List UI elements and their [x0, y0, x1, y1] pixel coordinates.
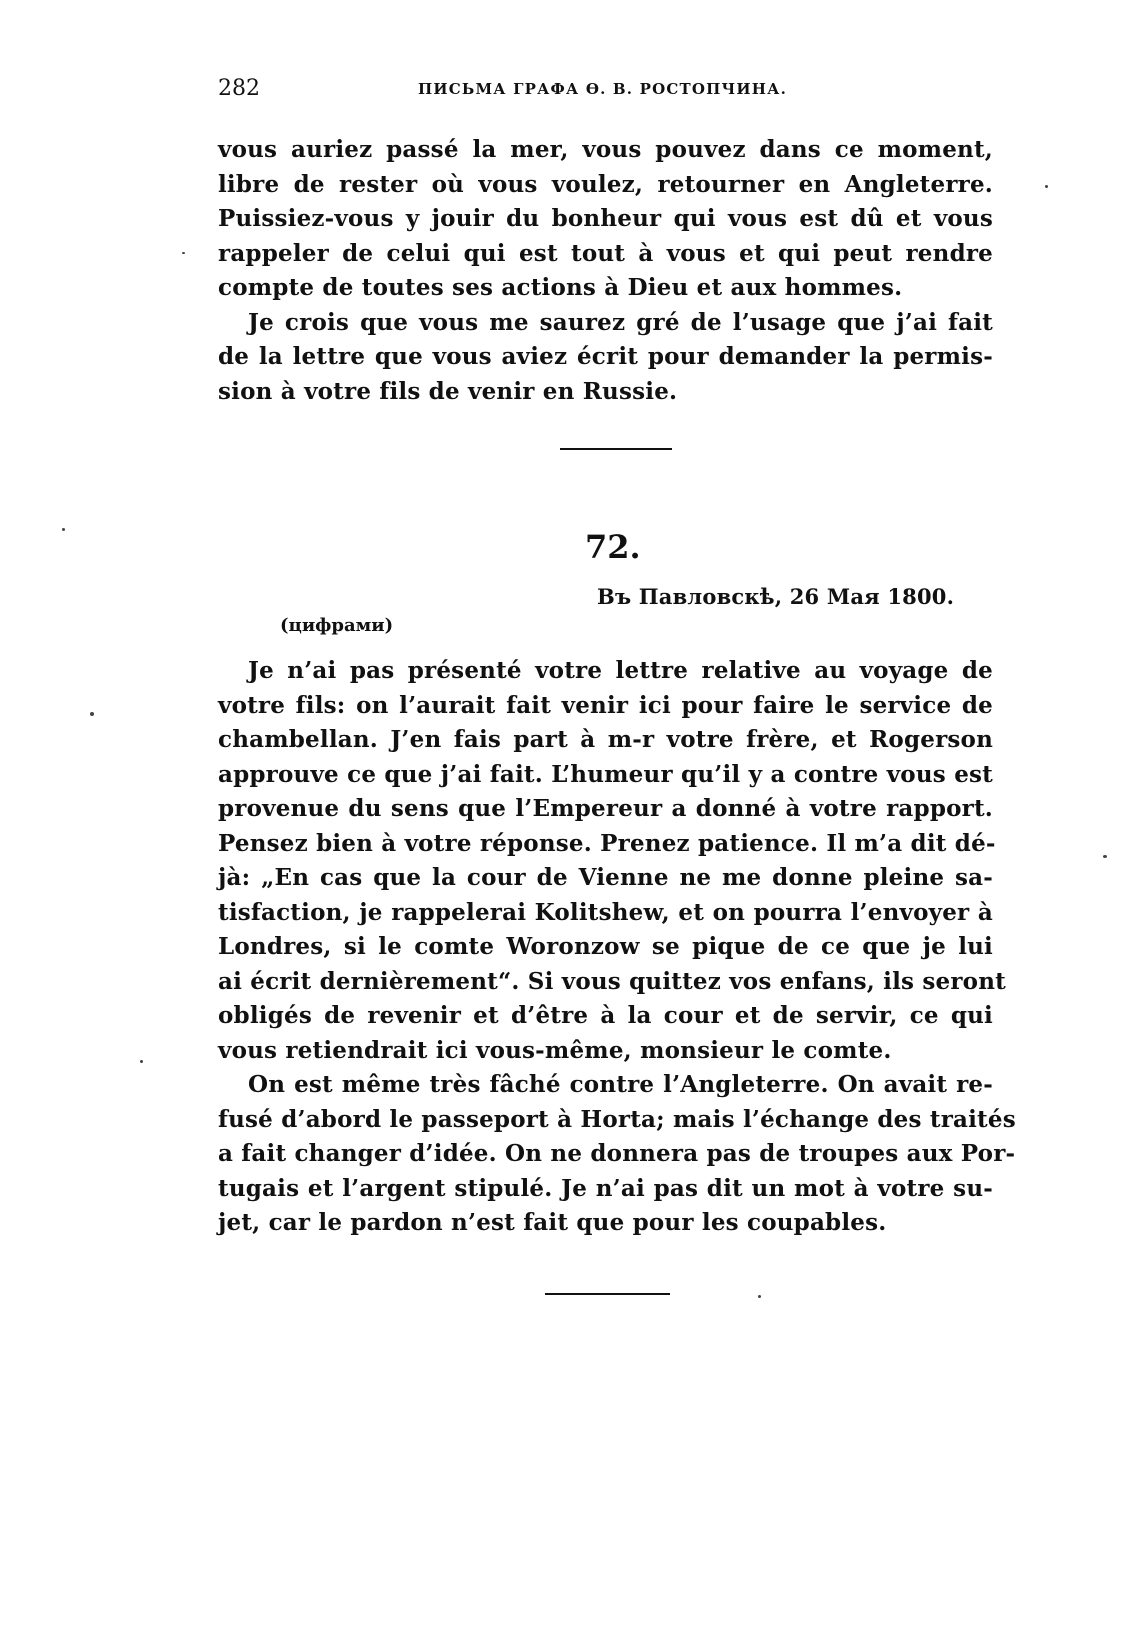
- text-line: de la lettre que vous aviez écrit pour demander la permis-: [218, 343, 993, 370]
- text-line: jet, car le pardon n’est fait que pour les coupables.: [218, 1209, 887, 1236]
- scan-speck: [90, 712, 94, 716]
- text-line: Je n’ai pas présenté votre lettre relative au voyage de: [248, 657, 993, 684]
- page-number: 282: [218, 76, 260, 101]
- text-line: vous retiendrait ici vous-même, monsieur le comte.: [218, 1036, 892, 1064]
- end-divider: [545, 1293, 670, 1295]
- text-line: Puissiez-vous y jouir du bonheur qui vous est dû et vous: [218, 205, 993, 232]
- text-line: approuve ce que j’ai fait. L’humeur qu’il y a contre vous est: [218, 760, 993, 788]
- text-line: Pensez bien à votre réponse. Prenez patience. Il m’a dit dé-: [218, 829, 996, 857]
- scan-speck: [1103, 855, 1107, 858]
- section-divider: [560, 448, 672, 450]
- text-line: votre fils: on l’aurait fait venir ici pour faire le service de: [218, 691, 993, 719]
- scan-speck: [758, 1295, 761, 1298]
- scan-speck: [62, 528, 65, 531]
- text-line: jà: „En cas que la cour de Vienne ne me donne pleine sa-: [218, 864, 993, 891]
- text-line: tugais et l’argent stipulé. Je n’ai pas dit un mot à votre su-: [218, 1174, 993, 1202]
- page-header: [218, 76, 993, 108]
- text-line: On est même très fâché contre l’Angleterre. On avait re-: [248, 1071, 993, 1098]
- cipher-note: (цифрами): [280, 615, 394, 636]
- text-line: provenue du sens que l’Empereur a donné à votre rapport.: [218, 795, 993, 822]
- text-line: rappeler de celui qui est tout à vous et qui peut rendre: [218, 239, 993, 267]
- letter-number: 72.: [585, 528, 641, 566]
- scan-speck: [1045, 185, 1048, 188]
- letter-dateline: Въ Павловскѣ, 26 Мая 1800.: [597, 584, 955, 609]
- text-line: ai écrit dernièrement“. Si vous quittez vos enfans, ils seront: [218, 967, 1006, 995]
- text-line: Je crois que vous me saurez gré de l’usage que j’ai fait: [248, 308, 993, 336]
- previous-letter-ending: [218, 133, 993, 409]
- text-line: tisfaction, je rappelerai Kolitshew, et on pourra l’envoyer à: [218, 898, 993, 926]
- text-line: a fait changer d’idée. On ne donnera pas de troupes aux Por-: [218, 1140, 1016, 1167]
- scan-speck: [182, 252, 185, 254]
- text-line: compte de toutes ses actions à Dieu et aux hommes.: [218, 274, 903, 301]
- text-line: chambellan. J’en fais part à m-r votre frère, et Rogerson: [218, 726, 993, 753]
- text-line: libre de rester où vous voulez, retourner en Angleterre.: [218, 170, 993, 198]
- text-line: obligés de revenir et d’être à la cour et de servir, ce qui: [218, 1002, 993, 1029]
- text-line: Londres, si le comte Woronzow se pique de ce que je lui: [218, 933, 993, 960]
- letter-body: [218, 654, 1016, 1241]
- running-head: ПИСЬМА ГРАФА Ѳ. В. РОСТОПЧИНА.: [418, 80, 788, 98]
- text-line: vous auriez passé la mer, vous pouvez dans ce moment,: [218, 136, 993, 163]
- text-line: fusé d’abord le passeport à Horta; mais l’échange des traités: [218, 1105, 1016, 1133]
- text-line: sion à votre fils de venir en Russie.: [218, 377, 678, 405]
- scan-speck: [140, 1060, 143, 1063]
